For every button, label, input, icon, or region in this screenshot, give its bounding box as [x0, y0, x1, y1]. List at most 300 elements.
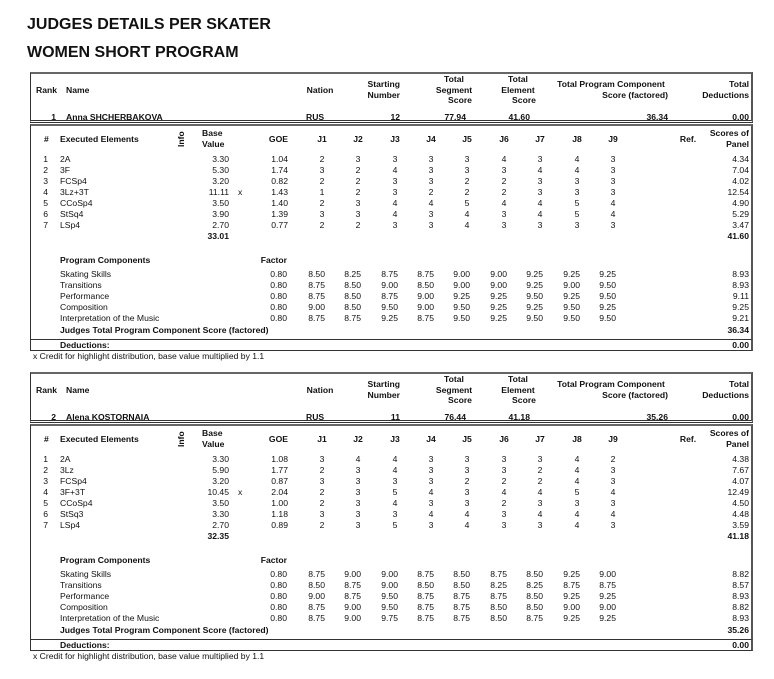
segment-score-label: Segment	[435, 384, 473, 395]
starting-number-label: Number	[367, 90, 400, 100]
judge-score: 3	[464, 165, 470, 175]
judge-score: 4	[574, 165, 580, 175]
element-name: CCoSp4	[60, 498, 93, 508]
element-score: 41.60	[508, 112, 530, 122]
deductions-label: Deductions	[702, 390, 749, 400]
component-judge-score: 8.75	[417, 569, 434, 579]
judge-label: J3	[390, 134, 400, 144]
segment-score-label: Segment	[435, 84, 473, 95]
judge-score: 2	[464, 176, 470, 186]
judge-score: 5	[574, 198, 580, 208]
component-judge-score: 9.25	[599, 613, 616, 623]
component-judge-score: 8.50	[344, 302, 361, 312]
judge-score: 3	[319, 454, 325, 464]
component-judge-score: 9.00	[417, 291, 434, 301]
judge-score: 3	[464, 498, 470, 508]
element-base-value: 3.50	[212, 198, 229, 208]
element-base-value: 11.11	[208, 187, 229, 197]
judge-score: 3	[392, 220, 398, 230]
judge-score: 3	[610, 476, 616, 486]
element-number: 4	[43, 487, 48, 497]
judge-score: 4	[501, 154, 507, 164]
skater-block	[0, 372, 774, 672]
element-base-value: 3.30	[212, 154, 229, 164]
starting-number-label: Number	[367, 390, 400, 400]
judge-score: 3	[392, 176, 398, 186]
component-judge-score: 8.75	[381, 269, 398, 279]
component-panel-score: 9.11	[732, 291, 749, 301]
element-score-label: Element	[501, 84, 535, 95]
judge-score: 2	[610, 454, 616, 464]
judge-score: 3	[355, 154, 361, 164]
judge-score: 3	[610, 498, 616, 508]
element-name: StSq3	[60, 509, 84, 519]
segment-score: 76.44	[444, 412, 466, 422]
component-judge-score: 9.00	[381, 569, 398, 579]
element-score-label: Score	[512, 95, 536, 105]
element-panel-score: 5.29	[732, 209, 749, 219]
judge-score: 4	[574, 454, 580, 464]
element-base-value: 3.90	[212, 209, 229, 219]
component-factor: 0.80	[270, 280, 287, 290]
component-judge-score: 9.00	[381, 580, 398, 590]
judge-score: 2	[319, 198, 325, 208]
component-judge-score: 9.00	[417, 302, 434, 312]
judge-score: 2	[319, 220, 325, 230]
segment-score-label: Total	[444, 374, 464, 384]
component-panel-score: 8.82	[732, 569, 749, 579]
component-judge-score: 9.50	[526, 291, 543, 301]
judge-score: 3	[428, 154, 434, 164]
component-factor: 0.80	[270, 602, 287, 612]
judge-score: 3	[355, 520, 361, 530]
component-judge-score: 8.50	[453, 580, 470, 590]
element-base-value: 2.70	[212, 520, 229, 530]
judge-score: 2	[464, 476, 470, 486]
judge-score: 3	[355, 487, 361, 497]
component-factor: 0.80	[270, 580, 287, 590]
component-judge-score: 8.50	[417, 580, 434, 590]
judge-score: 2	[537, 465, 543, 475]
component-name: Composition	[60, 602, 108, 612]
judge-score: 2	[355, 176, 361, 186]
element-base-value: 3.30	[212, 454, 229, 464]
base-value-label: Base	[202, 128, 223, 138]
judge-score: 3	[392, 154, 398, 164]
judge-score: 3	[610, 154, 616, 164]
pcs-label: Score (factored)	[602, 90, 668, 100]
element-number: 3	[43, 476, 48, 486]
program-components-label: Program Components	[60, 255, 151, 265]
component-judge-score: 9.50	[563, 313, 580, 323]
base-value-label: Base	[202, 428, 223, 438]
judge-score: 2	[355, 187, 361, 197]
total-deductions: 0.00	[732, 112, 749, 122]
base-value-label: Value	[202, 139, 225, 149]
judge-score: 5	[574, 487, 580, 497]
component-judge-score: 9.00	[490, 280, 507, 290]
judge-score: 3	[501, 454, 507, 464]
deductions-label: Deductions	[702, 90, 749, 100]
judge-score: 4	[574, 465, 580, 475]
judge-score: 3	[537, 520, 543, 530]
starting-number-label: Starting	[367, 79, 400, 89]
element-goe: 1.04	[271, 154, 288, 164]
element-goe: 1.00	[271, 498, 288, 508]
component-judge-score: 8.50	[308, 580, 325, 590]
component-judge-score: 9.50	[381, 302, 398, 312]
component-judge-score: 8.75	[308, 280, 325, 290]
info-label: Info	[176, 131, 186, 147]
info-label: Info	[176, 431, 186, 447]
component-judge-score: 8.75	[563, 580, 580, 590]
component-judge-score: 8.25	[344, 269, 361, 279]
element-base-value: 3.20	[212, 176, 229, 186]
starting-number: 11	[390, 412, 400, 422]
judge-score: 4	[537, 165, 543, 175]
judge-label: J7	[535, 134, 545, 144]
element-goe: 1.77	[271, 465, 288, 475]
judge-score: 3	[537, 176, 543, 186]
judge-score: 3	[574, 498, 580, 508]
judge-score: 3	[464, 154, 470, 164]
component-judge-score: 8.75	[344, 580, 361, 590]
judge-score: 3	[355, 209, 361, 219]
starting-number: 12	[390, 112, 400, 122]
element-goe: 2.04	[271, 487, 288, 497]
element-number: 7	[43, 520, 48, 530]
deductions-label: Total	[729, 79, 749, 89]
component-judge-score: 8.50	[344, 291, 361, 301]
judge-score: 3	[428, 465, 434, 475]
element-panel-score: 7.67	[732, 465, 749, 475]
judge-score: 2	[464, 187, 470, 197]
skater-block	[0, 72, 774, 372]
component-panel-score: 8.93	[732, 269, 749, 279]
judge-score: 5	[574, 209, 580, 219]
element-panel-score: 4.90	[732, 198, 749, 208]
judge-score: 2	[355, 165, 361, 175]
factor-label: Factor	[260, 555, 287, 565]
pcs-total: 36.34	[727, 325, 749, 335]
component-judge-score: 8.50	[526, 591, 543, 601]
element-panel-score: 4.34	[732, 154, 749, 164]
element-score: 41.18	[508, 412, 530, 422]
starting-number-label: Starting	[367, 379, 400, 389]
component-judge-score: 8.50	[453, 569, 470, 579]
element-panel-score: 4.07	[732, 476, 749, 486]
component-judge-score: 8.75	[308, 569, 325, 579]
element-number: 2	[43, 165, 48, 175]
judge-score: 4	[574, 476, 580, 486]
component-judge-score: 9.25	[599, 302, 616, 312]
judge-score: 4	[574, 520, 580, 530]
element-base-value: 3.30	[212, 509, 229, 519]
component-name: Interpretation of the Music	[60, 613, 160, 623]
segment-title: WOMEN SHORT PROGRAM	[27, 44, 239, 61]
component-factor: 0.80	[270, 613, 287, 623]
element-panel-score: 4.02	[732, 176, 749, 186]
component-judge-score: 8.75	[381, 291, 398, 301]
judge-label: J4	[426, 434, 436, 444]
judge-score: 3	[428, 220, 434, 230]
component-judge-score: 9.25	[563, 269, 580, 279]
judge-score: 4	[392, 209, 398, 219]
component-panel-score: 8.93	[732, 613, 749, 623]
element-name: CCoSp4	[60, 198, 93, 208]
component-panel-score: 8.57	[732, 580, 749, 590]
deductions-box	[30, 339, 753, 351]
judge-score: 4	[610, 509, 616, 519]
element-goe: 0.77	[271, 220, 288, 230]
component-judge-score: 9.25	[453, 291, 470, 301]
panel-label: Panel	[726, 139, 749, 149]
panel-label: Scores of	[709, 128, 749, 138]
component-judge-score: 9.00	[453, 280, 470, 290]
executed-elements-label: Executed Elements	[60, 434, 139, 444]
judge-score: 1	[319, 187, 325, 197]
deductions-row-label: Deductions:	[60, 640, 110, 650]
judge-score: 4	[464, 520, 470, 530]
judge-score: 3	[319, 165, 325, 175]
element-name: 3F+3T	[60, 487, 86, 497]
highlight-marker: x	[238, 187, 243, 197]
pcs-label: Total Program Component	[557, 379, 665, 389]
element-number: 4	[43, 187, 48, 197]
nation-label: Nation	[306, 85, 334, 95]
component-judge-score: 9.00	[344, 602, 361, 612]
component-judge-score: 8.75	[453, 613, 470, 623]
judge-score: 3	[355, 465, 361, 475]
component-name: Interpretation of the Music	[60, 313, 160, 323]
skater-rank: 1	[51, 112, 56, 122]
judge-score: 3	[355, 198, 361, 208]
element-panel-score: 12.54	[727, 187, 749, 197]
element-score-label: Total	[508, 374, 528, 384]
component-judge-score: 9.00	[599, 569, 616, 579]
judge-score: 3	[319, 476, 325, 486]
component-judge-score: 9.25	[490, 313, 507, 323]
component-factor: 0.80	[270, 291, 287, 301]
judge-score: 3	[428, 476, 434, 486]
deductions-label: Total	[729, 379, 749, 389]
segment-score: 77.94	[444, 112, 466, 122]
judge-score: 4	[537, 198, 543, 208]
component-judge-score: 9.25	[381, 313, 398, 323]
element-score-label: Score	[512, 395, 536, 405]
judge-score: 3	[501, 520, 507, 530]
component-name: Performance	[60, 591, 110, 601]
judges-total-label: Judges Total Program Component Score (factored)	[60, 625, 269, 635]
pcs-label: Total Program Component	[557, 79, 665, 89]
element-panel-score: 3.47	[732, 220, 749, 230]
judge-score: 3	[464, 454, 470, 464]
judge-score: 3	[537, 220, 543, 230]
component-judge-score: 8.75	[453, 591, 470, 601]
executed-elements-label: Executed Elements	[60, 134, 139, 144]
component-name: Skating Skills	[60, 269, 112, 279]
judge-score: 5	[392, 520, 398, 530]
judge-score: 2	[537, 476, 543, 486]
rank-label: Rank	[36, 385, 58, 395]
component-judge-score: 9.50	[599, 313, 616, 323]
judge-score: 3	[537, 498, 543, 508]
component-judge-score: 9.25	[526, 302, 543, 312]
judge-label: J5	[462, 434, 472, 444]
component-judge-score: 9.25	[599, 591, 616, 601]
judge-score: 3	[574, 187, 580, 197]
judge-score: 3	[428, 209, 434, 219]
component-factor: 0.80	[270, 313, 287, 323]
judge-score: 3	[501, 209, 507, 219]
judge-score: 4	[574, 509, 580, 519]
judge-score: 4	[537, 487, 543, 497]
component-judge-score: 8.50	[526, 569, 543, 579]
component-judge-score: 9.25	[563, 569, 580, 579]
element-base-value: 2.70	[212, 220, 229, 230]
component-judge-score: 8.75	[599, 580, 616, 590]
component-judge-score: 9.00	[563, 602, 580, 612]
element-panel-score: 4.50	[732, 498, 749, 508]
goe-label: GOE	[268, 434, 288, 444]
component-judge-score: 9.50	[381, 591, 398, 601]
component-judge-score: 9.00	[599, 602, 616, 612]
component-judge-score: 9.25	[599, 269, 616, 279]
component-judge-score: 8.50	[490, 602, 507, 612]
component-judge-score: 9.50	[381, 602, 398, 612]
judge-score: 3	[464, 465, 470, 475]
component-judge-score: 9.25	[563, 291, 580, 301]
rank-label: Rank	[36, 85, 58, 95]
judge-score: 3	[610, 165, 616, 175]
element-goe: 1.74	[271, 165, 288, 175]
judge-label: J8	[572, 134, 582, 144]
component-factor: 0.80	[270, 569, 287, 579]
component-name: Transitions	[60, 280, 102, 290]
component-judge-score: 9.00	[344, 569, 361, 579]
component-judge-score: 8.50	[526, 602, 543, 612]
element-name: FCSp4	[60, 176, 87, 186]
judge-score: 2	[501, 476, 507, 486]
component-judge-score: 9.25	[526, 269, 543, 279]
component-judge-score: 9.50	[599, 280, 616, 290]
judge-score: 3	[537, 187, 543, 197]
segment-score-label: Total	[444, 74, 464, 84]
judge-score: 3	[501, 509, 507, 519]
element-name: LSp4	[60, 520, 81, 530]
component-judge-score: 9.00	[308, 302, 325, 312]
judge-score: 4	[501, 198, 507, 208]
component-judge-score: 8.75	[526, 613, 543, 623]
judge-score: 3	[428, 498, 434, 508]
judge-label: J9	[608, 134, 618, 144]
element-name: LSp4	[60, 220, 81, 230]
element-panel-score: 4.38	[732, 454, 749, 464]
base-value-label: Value	[202, 439, 225, 449]
component-panel-score: 9.25	[732, 302, 749, 312]
judge-label: J2	[353, 134, 363, 144]
component-name: Skating Skills	[60, 569, 112, 579]
element-name: 3Lz	[60, 465, 74, 475]
element-goe: 0.87	[271, 476, 288, 486]
component-factor: 0.80	[270, 591, 287, 601]
component-factor: 0.80	[270, 269, 287, 279]
judge-label: J1	[317, 434, 327, 444]
skater-name: Anna SHCHERBAKOVA	[66, 112, 163, 122]
judge-score: 4	[392, 454, 398, 464]
judge-score: 2	[355, 220, 361, 230]
judge-score: 3	[428, 454, 434, 464]
element-number: 6	[43, 209, 48, 219]
judge-label: J5	[462, 134, 472, 144]
component-panel-score: 8.93	[732, 591, 749, 601]
judge-score: 4	[537, 509, 543, 519]
pcs-total: 35.26	[727, 625, 749, 635]
judge-score: 3	[428, 520, 434, 530]
component-panel-score: 8.93	[732, 280, 749, 290]
panel-label: Scores of	[709, 428, 749, 438]
judge-score: 4	[501, 487, 507, 497]
judge-score: 3	[610, 187, 616, 197]
element-score-label: Element	[501, 384, 535, 395]
deductions-row-label: Deductions:	[60, 340, 110, 350]
judge-score: 4	[428, 509, 434, 519]
report-title: JUDGES DETAILS PER SKATER	[27, 16, 271, 33]
judge-score: 3	[392, 509, 398, 519]
skater-nation: RUS	[306, 112, 325, 122]
judge-score: 3	[355, 509, 361, 519]
component-judge-score: 9.25	[563, 591, 580, 601]
judge-score: 2	[428, 187, 434, 197]
element-base-value: 5.30	[212, 165, 229, 175]
element-number: 5	[43, 498, 48, 508]
judge-score: 3	[537, 454, 543, 464]
element-base-value: 3.20	[212, 476, 229, 486]
footnote: x Credit for highlight distribution, base value multiplied by 1.1	[33, 651, 265, 661]
component-judge-score: 8.75	[308, 613, 325, 623]
judge-score: 5	[392, 487, 398, 497]
element-panel-score: 3.59	[732, 520, 749, 530]
component-judge-score: 9.25	[563, 613, 580, 623]
component-judge-score: 9.25	[526, 280, 543, 290]
ref-label: Ref.	[679, 134, 697, 144]
component-judge-score: 9.00	[563, 280, 580, 290]
component-judge-score: 9.25	[490, 291, 507, 301]
judge-score: 2	[319, 176, 325, 186]
skater-rank: 2	[51, 412, 56, 422]
component-judge-score: 9.50	[453, 302, 470, 312]
component-judge-score: 8.75	[308, 313, 325, 323]
component-name: Composition	[60, 302, 108, 312]
goe-label: GOE	[268, 134, 288, 144]
component-judge-score: 8.75	[490, 569, 507, 579]
element-number: 1	[43, 154, 48, 164]
element-number: 5	[43, 198, 48, 208]
num-label: #	[44, 134, 49, 144]
judge-score: 3	[610, 465, 616, 475]
pcs-score: 35.26	[646, 412, 668, 422]
component-judge-score: 9.00	[381, 280, 398, 290]
judge-score: 3	[610, 220, 616, 230]
component-judge-score: 8.75	[417, 269, 434, 279]
judge-score: 4	[392, 198, 398, 208]
judge-score: 4	[610, 209, 616, 219]
judge-score: 2	[501, 498, 507, 508]
judge-score: 2	[501, 176, 507, 186]
program-components-label: Program Components	[60, 555, 151, 565]
judge-score: 3	[574, 176, 580, 186]
judge-score: 3	[355, 498, 361, 508]
